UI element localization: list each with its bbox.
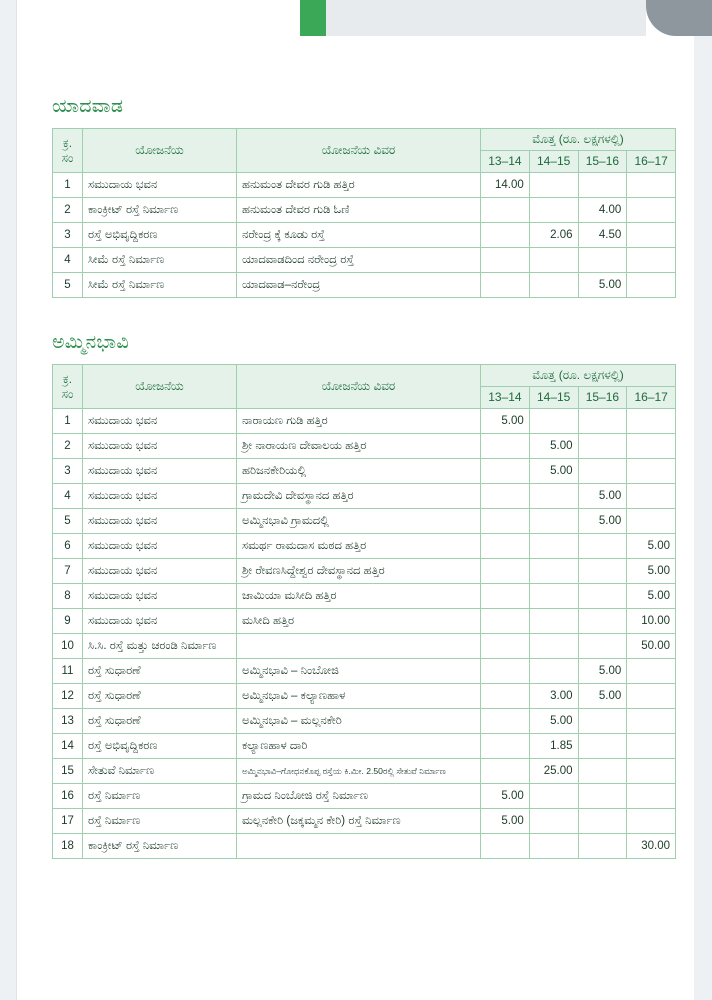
cell-amount-13-14 [481,273,530,298]
page-edge-left [0,0,17,1000]
cell-scheme: ಸಮುದಾಯ ಭವನ [83,584,237,609]
cell-scheme: ರಸ್ತೆ ಅಭಿವೃದ್ದಿಕರಣ [83,734,237,759]
table-row [53,198,676,223]
cell-sl: 14 [53,734,83,759]
cell-amount-15-16 [578,559,627,584]
table-row [53,459,676,484]
cell-details: ಶ್ರೀ ನಾರಾಯಣ ದೇವಾಲಯ ಹತ್ತಿರ [237,434,481,459]
cell-sl: 3 [53,223,83,248]
cell-amount-14-15 [529,484,578,509]
cell-sl: 3 [53,459,83,484]
schedule-table [52,364,676,859]
header-accent-green [300,0,326,36]
cell-scheme: ಸಮುದಾಯ ಭವನ [83,173,237,198]
cell-amount-16-17 [627,248,676,273]
cell-details: ಅಮ್ಮಿನಭಾವಿ – ನಿಂಬೋಜಿ [237,659,481,684]
cell-sl: 10 [53,634,83,659]
cell-sl: 2 [53,198,83,223]
cell-amount-16-17 [627,198,676,223]
cell-amount-15-16 [578,609,627,634]
header-accent-dark [646,0,712,36]
cell-amount-13-14 [481,484,530,509]
cell-scheme: ಸಮುದಾಯ ಭವನ [83,459,237,484]
cell-scheme: ರಸ್ತೆ ಸುಧಾರಣೆ [83,659,237,684]
cell-details: ಹನುಮಂತ ದೇವರ ಗುಡಿ ಓಣಿ [237,198,481,223]
cell-sl: 17 [53,809,83,834]
cell-details: ಸಮರ್ಥ ರಾಮದಾಸ ಮಠದ ಹತ್ತಿರ [237,534,481,559]
column-header-year-4: 16–17 [627,387,676,409]
cell-details: ಅಮ್ಮಿನಭಾವಿ – ಕಲ್ಯಾಣಹಾಳ [237,684,481,709]
cell-amount-13-14 [481,223,530,248]
column-header-sl: ಕ್ರ. ಸಂ [53,365,83,409]
cell-sl: 15 [53,759,83,784]
cell-sl: 18 [53,834,83,859]
table-header-row-1 [53,129,676,151]
cell-amount-13-14 [481,459,530,484]
cell-sl: 1 [53,409,83,434]
cell-amount-13-14: 5.00 [481,809,530,834]
cell-amount-16-17 [627,759,676,784]
cell-amount-14-15: 25.00 [529,759,578,784]
cell-scheme: ಸಮುದಾಯ ಭವನ [83,409,237,434]
table-row [53,759,676,784]
table-row [53,223,676,248]
cell-amount-14-15 [529,273,578,298]
cell-amount-14-15 [529,634,578,659]
cell-amount-16-17 [627,409,676,434]
cell-scheme: ಸಮುದಾಯ ಭವನ [83,559,237,584]
cell-amount-13-14 [481,709,530,734]
table-row [53,634,676,659]
cell-amount-16-17: 30.00 [627,834,676,859]
cell-amount-15-16 [578,784,627,809]
table-body [53,173,676,298]
cell-amount-15-16 [578,459,627,484]
cell-sl: 11 [53,659,83,684]
table-row [53,834,676,859]
cell-scheme: ರಸ್ತೆ ನಿರ್ಮಾಣ [83,809,237,834]
cell-scheme: ಸಿ.ಸಿ. ರಸ್ತೆ ಮತ್ತು ಚರಂಡಿ ನಿರ್ಮಾಣ [83,634,237,659]
cell-amount-13-14 [481,198,530,223]
table-row [53,709,676,734]
cell-amount-13-14 [481,434,530,459]
table-row [53,173,676,198]
cell-amount-13-14 [481,659,530,684]
table-row [53,684,676,709]
cell-amount-14-15 [529,584,578,609]
cell-details: ಜಾಮಿಯಾ ಮಸೀದಿ ಹತ್ತಿರ [237,584,481,609]
section-title: ಅಮ್ಮಿನಭಾವಿ [52,332,129,353]
cell-details: ಗ್ರಾಮದೇವಿ ದೇವಸ್ಥಾನದ ಹತ್ತಿರ [237,484,481,509]
cell-details: ಮಸೀದಿ ಹತ್ತಿರ [237,609,481,634]
section-title: ಯಾದವಾಡ [52,96,124,117]
table-row [53,248,676,273]
cell-amount-15-16: 5.00 [578,273,627,298]
cell-details: ಗ್ರಾಮದ ನಿಂಬೋಜಿ ರಸ್ತೆ ನಿರ್ಮಾಣ [237,784,481,809]
cell-amount-13-14 [481,609,530,634]
cell-amount-14-15 [529,659,578,684]
cell-amount-15-16: 5.00 [578,484,627,509]
cell-amount-14-15: 5.00 [529,459,578,484]
cell-amount-15-16 [578,434,627,459]
cell-scheme: ಕಾಂಕ್ರೀಟ್ ರಸ್ತೆ ನಿರ್ಮಾಣ [83,198,237,223]
cell-amount-15-16: 5.00 [578,659,627,684]
column-header-details: ಯೋಜನೆಯ ವಿವರ [237,129,481,173]
cell-amount-15-16 [578,248,627,273]
cell-sl: 6 [53,534,83,559]
cell-amount-16-17: 5.00 [627,534,676,559]
header-accent-grey [326,0,646,36]
cell-amount-16-17 [627,459,676,484]
column-header-year-2: 14–15 [529,387,578,409]
cell-scheme: ಸಮುದಾಯ ಭವನ [83,609,237,634]
cell-sl: 5 [53,509,83,534]
table-row [53,559,676,584]
cell-details: ಅಮ್ಮಿನಭಾವಿ ಗ್ರಾಮದಲ್ಲಿ [237,509,481,534]
cell-details: ಯಾದವಾಡದಿಂದ ನರೇಂದ್ರ ರಸ್ತೆ [237,248,481,273]
cell-amount-16-17: 5.00 [627,584,676,609]
cell-amount-15-16 [578,709,627,734]
cell-amount-15-16 [578,734,627,759]
cell-amount-15-16 [578,173,627,198]
column-header-year-2: 14–15 [529,151,578,173]
cell-scheme: ಸಮುದಾಯ ಭವನ [83,484,237,509]
cell-sl: 7 [53,559,83,584]
cell-amount-14-15 [529,248,578,273]
cell-amount-16-17: 50.00 [627,634,676,659]
cell-details: ಮಲ್ಲನಕೇರಿ (ಜಕ್ಕಮ್ಮನ ಕೇರಿ) ರಸ್ತೆ ನಿರ್ಮಾಣ [237,809,481,834]
schedule-table [52,128,676,298]
cell-amount-13-14 [481,534,530,559]
cell-amount-16-17 [627,709,676,734]
cell-scheme: ಸಮುದಾಯ ಭವನ [83,534,237,559]
cell-details: ಶ್ರೀ ರೇವಣಸಿದ್ದೇಶ್ವರ ದೇವಸ್ಥಾನದ ಹತ್ತಿರ [237,559,481,584]
cell-amount-16-17 [627,273,676,298]
column-header-year-1: 13–14 [481,151,530,173]
cell-amount-14-15: 2.06 [529,223,578,248]
cell-amount-13-14 [481,834,530,859]
cell-amount-15-16 [578,409,627,434]
column-header-year-4: 16–17 [627,151,676,173]
cell-amount-15-16: 5.00 [578,684,627,709]
cell-amount-14-15 [529,509,578,534]
cell-amount-15-16: 4.00 [578,198,627,223]
cell-details [237,634,481,659]
cell-details: ಅಮ್ಮಿನಭಾವಿ – ಮಲ್ಲನಕೇರಿ [237,709,481,734]
cell-amount-13-14: 5.00 [481,409,530,434]
cell-scheme: ಸಮುದಾಯ ಭವನ [83,509,237,534]
cell-scheme: ಸೀಮೆ ರಸ್ತೆ ನಿರ್ಮಾಣ [83,273,237,298]
table-body [53,409,676,859]
cell-details [237,834,481,859]
cell-details: ಕಲ್ಯಾಣಹಾಳ ದಾರಿ [237,734,481,759]
cell-amount-13-14: 5.00 [481,784,530,809]
cell-amount-13-14 [481,634,530,659]
cell-scheme: ರಸ್ತೆ ಸುಧಾರಣೆ [83,684,237,709]
cell-amount-16-17: 10.00 [627,609,676,634]
cell-amount-13-14: 14.00 [481,173,530,198]
cell-amount-14-15 [529,834,578,859]
column-header-year-3: 15–16 [578,151,627,173]
cell-amount-16-17 [627,734,676,759]
cell-amount-13-14 [481,559,530,584]
cell-amount-14-15 [529,609,578,634]
cell-sl: 2 [53,434,83,459]
cell-sl: 13 [53,709,83,734]
column-header-year-1: 13–14 [481,387,530,409]
cell-amount-14-15 [529,534,578,559]
cell-scheme: ರಸ್ತೆ ಸುಧಾರಣೆ [83,709,237,734]
table-row [53,273,676,298]
cell-scheme: ರಸ್ತೆ ನಿರ್ಮಾಣ [83,784,237,809]
page-edge-right [694,36,712,1000]
cell-details: ಅಮ್ಮಿನಭಾವಿ–ಗೋಧನಕೊಪ್ಪ ರಸ್ತೆಯ ಕಿ.ಮೀ. 2.50ರಲ್ಲಿ ಸೇತುವೆ ನಿರ್ಮಾಣ [237,759,481,784]
cell-sl: 1 [53,173,83,198]
cell-sl: 12 [53,684,83,709]
section-yadavada [42,96,668,298]
section-amminabhavi [42,332,670,859]
table-header-row-1 [53,365,676,387]
cell-scheme: ಸೇತುವೆ ನಿರ್ಮಾಣ [83,759,237,784]
cell-amount-13-14 [481,759,530,784]
cell-amount-16-17 [627,484,676,509]
column-header-amount-group: ಮೊತ್ತ (ರೂ. ಲಕ್ಷಗಳಲ್ಲಿ) [481,129,676,151]
cell-amount-15-16: 4.50 [578,223,627,248]
cell-amount-16-17 [627,659,676,684]
cell-details: ನರೇಂದ್ರ ಕ್ಕೆ ಕೂಡು ರಸ್ತೆ [237,223,481,248]
cell-sl: 4 [53,484,83,509]
cell-amount-16-17 [627,223,676,248]
table-row [53,609,676,634]
cell-sl: 8 [53,584,83,609]
cell-amount-15-16: 5.00 [578,509,627,534]
cell-amount-13-14 [481,734,530,759]
cell-amount-16-17 [627,434,676,459]
cell-sl: 16 [53,784,83,809]
cell-amount-14-15: 1.85 [529,734,578,759]
cell-amount-14-15: 5.00 [529,434,578,459]
cell-amount-15-16 [578,584,627,609]
cell-amount-14-15: 5.00 [529,709,578,734]
table-row [53,809,676,834]
column-header-scheme: ಯೋಜನೆಯ [83,129,237,173]
cell-amount-16-17: 5.00 [627,559,676,584]
cell-amount-14-15 [529,559,578,584]
cell-amount-14-15 [529,809,578,834]
cell-details: ಹರಿಜನಕೇರಿಯಲ್ಲಿ [237,459,481,484]
cell-amount-14-15 [529,784,578,809]
cell-amount-16-17 [627,784,676,809]
cell-details: ನಾರಾಯಣ ಗುಡಿ ಹತ್ತಿರ [237,409,481,434]
cell-amount-16-17 [627,684,676,709]
cell-scheme: ಕಾಂಕ್ರೀಟ್ ರಸ್ತೆ ನಿರ್ಮಾಣ [83,834,237,859]
column-header-sl: ಕ್ರ. ಸಂ [53,129,83,173]
cell-amount-16-17 [627,809,676,834]
cell-amount-13-14 [481,584,530,609]
table-row [53,659,676,684]
cell-sl: 4 [53,248,83,273]
cell-amount-15-16 [578,534,627,559]
cell-amount-13-14 [481,684,530,709]
cell-sl: 5 [53,273,83,298]
cell-amount-13-14 [481,509,530,534]
table-row [53,509,676,534]
cell-amount-16-17 [627,173,676,198]
column-header-scheme: ಯೋಜನೆಯ [83,365,237,409]
column-header-details: ಯೋಜನೆಯ ವಿವರ [237,365,481,409]
cell-sl: 9 [53,609,83,634]
cell-details: ಹನುಮಂತ ದೇವರ ಗುಡಿ ಹತ್ತಿರ [237,173,481,198]
cell-amount-15-16 [578,759,627,784]
document-page [17,36,694,893]
cell-amount-15-16 [578,809,627,834]
table-row [53,534,676,559]
cell-amount-15-16 [578,834,627,859]
column-header-amount-group: ಮೊತ್ತ (ರೂ. ಲಕ್ಷಗಳಲ್ಲಿ) [481,365,676,387]
cell-details: ಯಾದವಾಡ–ನರೇಂದ್ರ [237,273,481,298]
cell-amount-14-15: 3.00 [529,684,578,709]
table-row [53,434,676,459]
table-row [53,409,676,434]
table-row [53,584,676,609]
table-row [53,784,676,809]
table-row [53,734,676,759]
cell-amount-15-16 [578,634,627,659]
cell-scheme: ಸಮುದಾಯ ಭವನ [83,434,237,459]
cell-amount-14-15 [529,198,578,223]
column-header-year-3: 15–16 [578,387,627,409]
cell-amount-16-17 [627,509,676,534]
table-row [53,484,676,509]
cell-amount-13-14 [481,248,530,273]
cell-scheme: ಸೀಮೆ ರಸ್ತೆ ನಿರ್ಮಾಣ [83,248,237,273]
cell-scheme: ರಸ್ತೆ ಅಭಿವೃದ್ದಿಕರಣ [83,223,237,248]
cell-amount-14-15 [529,173,578,198]
cell-amount-14-15 [529,409,578,434]
